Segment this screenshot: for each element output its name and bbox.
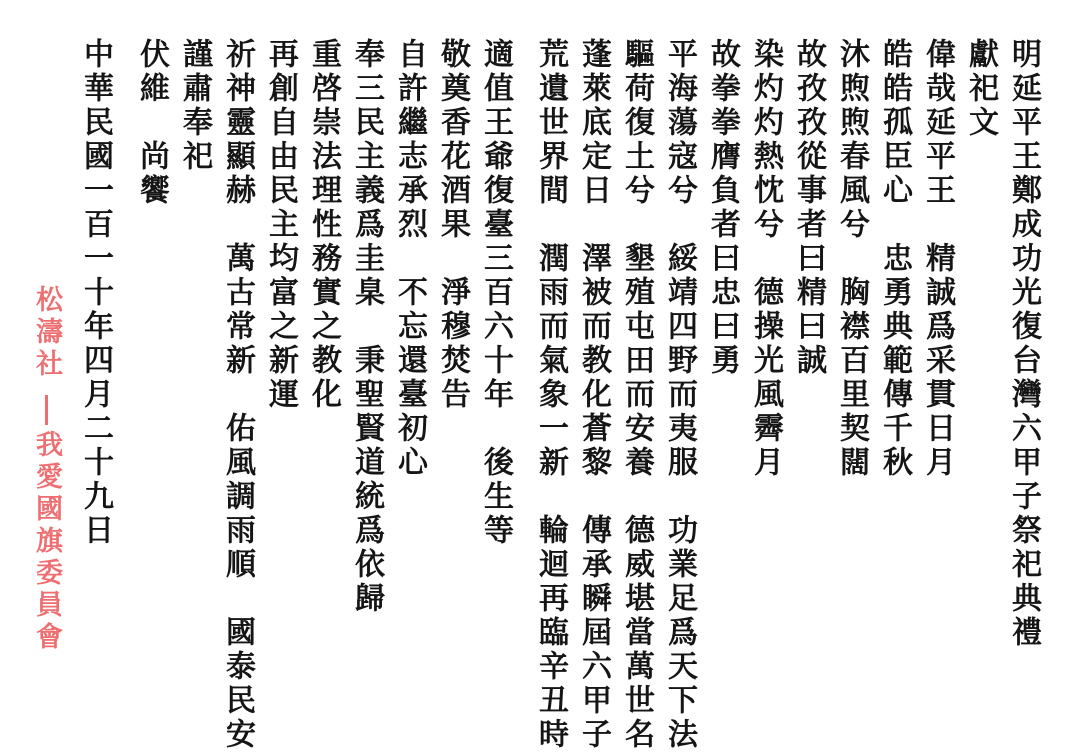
date-column: 中華民國一百一十年四月二十九日: [78, 38, 113, 548]
text-column: 驅荷復土兮 墾殖屯田而安養 德威堪當萬世名: [619, 38, 654, 752]
text-column: 謹肅奉祀: [177, 38, 212, 174]
text-column: 適值王爺復臺三百六十年 後生等: [478, 38, 513, 548]
text-column: 奉三民主義爲圭臬 秉聖賢道統爲依歸: [349, 38, 384, 616]
text-column: 染灼灼熱忱兮 德操光風霽月: [748, 38, 783, 480]
text-column: 故拳拳膺負者曰忠曰勇: [705, 38, 740, 378]
text-column: 再創自由民主均富之新運: [263, 38, 298, 412]
text-column: 祈神靈顯赫 萬古常新 佑風調雨順 國泰民安: [220, 38, 255, 752]
text-column: 故孜孜從事者曰精曰誠: [791, 38, 826, 378]
text-column: 伏維 尚饗: [134, 38, 169, 208]
text-column-heading: 獻祀文: [963, 38, 998, 140]
text-column: 敬奠香花酒果 淨穆焚告: [435, 38, 470, 412]
signature-org: 松濤社: [31, 285, 62, 381]
signature-committee: 我愛國旗委員會: [31, 430, 62, 654]
text-column-title: 明延平王鄭成功光復台灣六甲子祭祀典禮: [1006, 38, 1041, 650]
text-column: 自許繼志承烈 不忘還臺初心: [392, 38, 427, 480]
text-column: 偉哉延平王 精誠爲采貫日月: [920, 38, 955, 480]
text-column: 平海蕩寇兮 綏靖四野而夷服 功業足爲天下法: [662, 38, 697, 752]
text-column: 荒遺世界間 潤雨而氣象一新 輪迴再臨辛丑時: [533, 38, 568, 752]
text-column: 重啓崇法理性務實之教化: [306, 38, 341, 412]
text-column: 蓬萊底定日 澤被而教化蒼黎 傳承瞬屆六甲子: [576, 38, 611, 752]
signature-divider: [45, 395, 48, 425]
text-column: 皓皓孤臣心 忠勇典範傳千秋: [877, 38, 912, 480]
text-column: 沐煦煦春風兮 胸襟百里契闊: [834, 38, 869, 480]
